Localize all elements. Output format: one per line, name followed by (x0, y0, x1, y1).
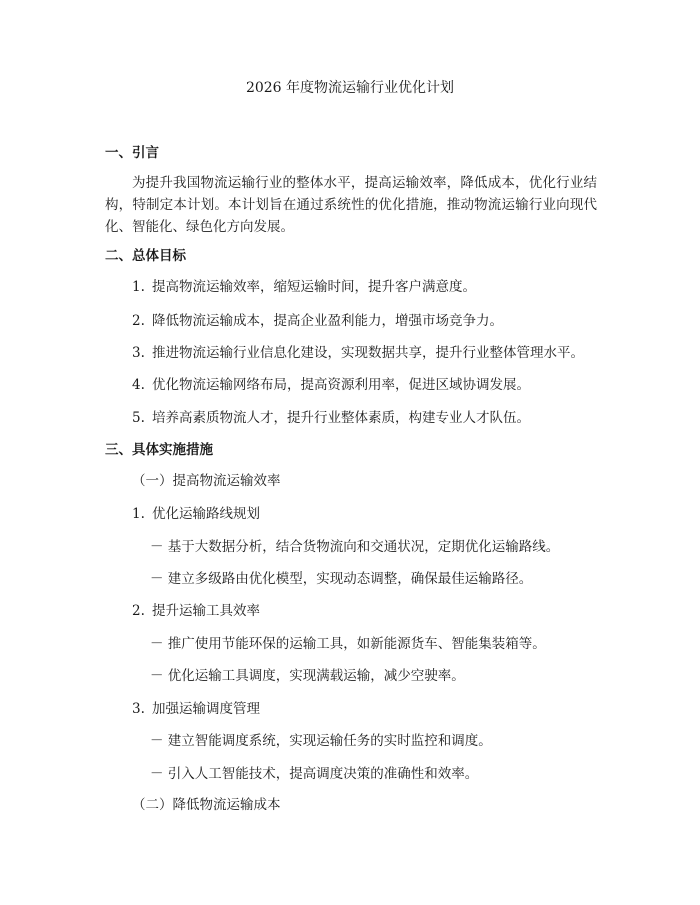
goal-text: 优化物流运输网络布局，提高资源利用率，促进区域协调发展。 (152, 377, 530, 393)
measure-item (132, 699, 260, 719)
measure-number: 1. (132, 506, 145, 522)
goal-number: 5. (132, 410, 145, 426)
measure-text: 提升运输工具效率 (152, 603, 260, 619)
goal-text: 降低物流运输成本，提高企业盈利能力，增强市场竞争力。 (152, 313, 503, 329)
goal-text: 提高物流运输效率，缩短运输时间，提升客户满意度。 (152, 279, 476, 295)
goal-item (132, 408, 530, 428)
goal-text: 推进物流运输行业信息化建设，实现数据共享，提升行业整体管理水平。 (152, 345, 584, 361)
measure-bullet: － 引入人工智能技术，提高调度决策的准确性和效率。 (150, 766, 479, 782)
measure-bullet: － 建立多级路由优化模型，实现动态调整，确保最佳运输路径。 (150, 571, 533, 587)
goal-number: 1. (132, 279, 145, 295)
document-title: 2026 年度物流运输行业优化计划 (245, 80, 455, 96)
goal-number: 3. (132, 345, 145, 361)
section-heading-goals: 二、总体目标 (105, 248, 186, 264)
goal-item (132, 277, 476, 297)
measure-bullet: － 基于大数据分析，结合货物流向和交通状况，定期优化运输路线。 (150, 539, 560, 555)
measure-bullet: － 建立智能调度系统，实现运输任务的实时监控和调度。 (150, 733, 492, 749)
section-heading-introduction: 一、引言 (105, 145, 159, 161)
goal-item (132, 375, 530, 395)
measure-number: 3. (132, 701, 145, 717)
subsection-heading-efficiency: （一）提高物流运输效率 (132, 473, 281, 489)
goal-text: 培养高素质物流人才，提升行业整体素质，构建专业人才队伍。 (152, 410, 530, 426)
goal-item (132, 311, 503, 331)
measure-bullet: － 推广使用节能环保的运输工具，如新能源货车、智能集装箱等。 (150, 636, 546, 652)
goal-number: 2. (132, 313, 145, 329)
measure-text: 优化运输路线规划 (152, 506, 260, 522)
measure-text: 加强运输调度管理 (152, 701, 260, 717)
measure-item (132, 504, 260, 524)
section-heading-measures: 三、具体实施措施 (105, 442, 213, 458)
measure-item (132, 601, 260, 621)
goal-item (132, 343, 584, 363)
measure-bullet: － 优化运输工具调度，实现满载运输，减少空驶率。 (150, 668, 465, 684)
introduction-paragraph: 为提升我国物流运输行业的整体水平，提高运输效率，降低成本，优化行业结构，特制定本计划。本计划旨在通过系统性的优化措施，推动物流运输行业向现代化、智能化、绿色化方向发展。 (105, 175, 597, 235)
goal-number: 4. (132, 377, 145, 393)
subsection-heading-cost: （二）降低物流运输成本 (132, 797, 281, 813)
measure-number: 2. (132, 603, 145, 619)
